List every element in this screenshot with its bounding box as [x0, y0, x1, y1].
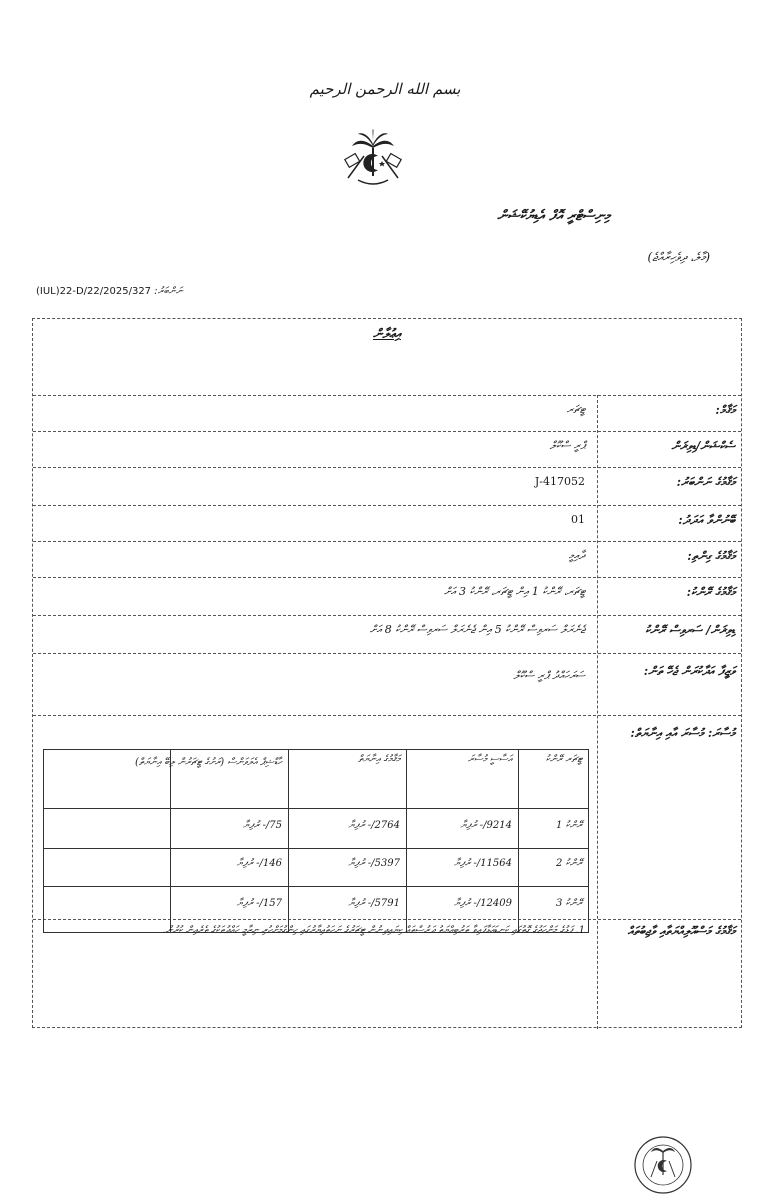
row-divider — [33, 577, 741, 578]
field-label-salary: މުސާރަ: މުސާރަ އާއި އިނާޔަތް: — [630, 726, 735, 740]
field-label-workplace: ވަޒީފާ އަދާކުރަން ޖެހޭ ތަން: — [643, 664, 735, 678]
column-divider — [597, 395, 598, 1029]
field-value-vacancies: 01 — [571, 513, 585, 526]
row-divider — [33, 653, 741, 654]
field-value-service-rank: ޖެނެރަލް ސަރވިސް ރޭންކު 5 އިން ޖެނެރަލް ސަރވިސް ރޭންކު 8 އަށް — [369, 623, 585, 636]
field-label-responsibilities: މަޤާމުގެ މަސްއޫލިއްޔަތާއި ވާޖިބުތައް — [627, 924, 735, 938]
table-header-cell: ޓީޗަރ ރޭންކު — [545, 754, 582, 765]
row-divider — [33, 431, 741, 432]
field-value-rank: ޓީޗަރ، ރޭންކު 1 އިން ޓީޗަރ، ރޭންކު 3 އަށް — [443, 585, 585, 598]
field-value-section: ޕްރީ ސްކޫލް — [549, 439, 585, 452]
organization-name: މިނިސްޓްރީ އޮފް އެޑިޔުކޭޝަން — [497, 208, 610, 224]
table-cell: ރޭންކު 1 — [555, 820, 582, 831]
notice-table — [32, 318, 742, 1028]
field-value-responsibilities: 1. ފަޅުގެ މަންހަޖުގެ ގޮތުގައި ކަނޑައަޅާފައިވާ ތަރުބިއްޔަތު ދަރުސްތައް ކިޔައިދިނުން ޓީޗަރުގެ ނަހަތުއިޔާރުގައި ހިންގުމަށްހުރި ނިޒާމީ ހައްދުތަކުގެ ތެރެއިން ކުރުން. — [162, 925, 585, 936]
table-header-cell: އަސާސީ މުސާރަ — [467, 754, 512, 765]
field-label-job-type: މަޤާމުގެ ގިންތި: — [687, 549, 735, 563]
organization-location: (މާލެ، ދިވެހިރާއްޖެ) — [647, 250, 710, 264]
reference-label: ނަންބަރު: — [154, 286, 183, 297]
table-cell: 12409/- ރުފިޔާ — [454, 898, 512, 909]
field-label-position: މަޤާމް: — [715, 403, 735, 417]
table-cell: 5397/- ރުފިޔާ — [348, 858, 400, 869]
table-cell: 157/- ރުފިޔާ — [236, 898, 282, 909]
field-value-job-type: ދާއިމީ — [568, 549, 585, 562]
table-cell: ރޭންކު 2 — [555, 858, 582, 869]
field-label-vacancies: ބޭނުންވާ އަދަދު: — [678, 513, 735, 527]
table-cell: 146/- ރުފިޔާ — [236, 858, 282, 869]
reference-number: (IUL)22-D/22/2025/327 — [36, 286, 152, 297]
field-label-section: ސެކްޝަން/ޑިވިޜަން — [671, 439, 735, 453]
table-row-line — [44, 886, 588, 887]
bismillah-calligraphy: بسم الله الرحمن الرحيم — [309, 80, 461, 98]
salary-table — [43, 749, 589, 933]
table-cell: ރޭންކު 3 — [555, 898, 582, 909]
table-row-line — [44, 848, 588, 849]
official-seal-icon — [633, 1135, 693, 1195]
national-emblem-icon — [338, 128, 408, 190]
table-cell: 11564/- ރުފިޔާ — [454, 858, 512, 869]
row-divider — [33, 467, 741, 468]
table-header-cell: މަޤާމުގެ އިނާޔަތް — [358, 754, 400, 765]
reference-number-line — [36, 286, 182, 297]
field-value-workplace: ސަރަހައްދު ޕްރީ ސްކޫލް — [513, 669, 585, 682]
table-cell: 75/- ރުފިޔާ — [243, 820, 282, 831]
field-label-job-number: މަޤާމުގެ ނަންބަރު: — [676, 475, 735, 489]
notice-title: އިޢުލާން — [372, 327, 401, 342]
row-divider — [33, 615, 741, 616]
row-divider — [33, 715, 741, 716]
table-row-line — [44, 808, 588, 809]
row-divider — [33, 541, 741, 542]
table-header-cell: ހާޑްޝިޕް އެލަވަންސް (ރަށުގެ ޓީޗަރުން ލިބޭ އިނާޔަތް) — [135, 757, 282, 768]
field-label-rank: މަޤާމުގެ ރޭންކު: — [686, 585, 735, 599]
field-value-job-number: J-417052 — [534, 475, 585, 488]
row-divider — [33, 395, 741, 396]
table-cell: 9214/- ރުފިޔާ — [460, 820, 512, 831]
field-label-service-rank: ޑިވިޜަން/ ސަރވިސް ރޭންކު — [645, 623, 735, 637]
table-cell: 5791/- ރުފިޔާ — [348, 898, 400, 909]
row-divider — [33, 505, 741, 506]
table-cell: 2764/- ރުފިޔާ — [348, 820, 400, 831]
field-value-position: ޓީޗަރ — [566, 403, 585, 416]
